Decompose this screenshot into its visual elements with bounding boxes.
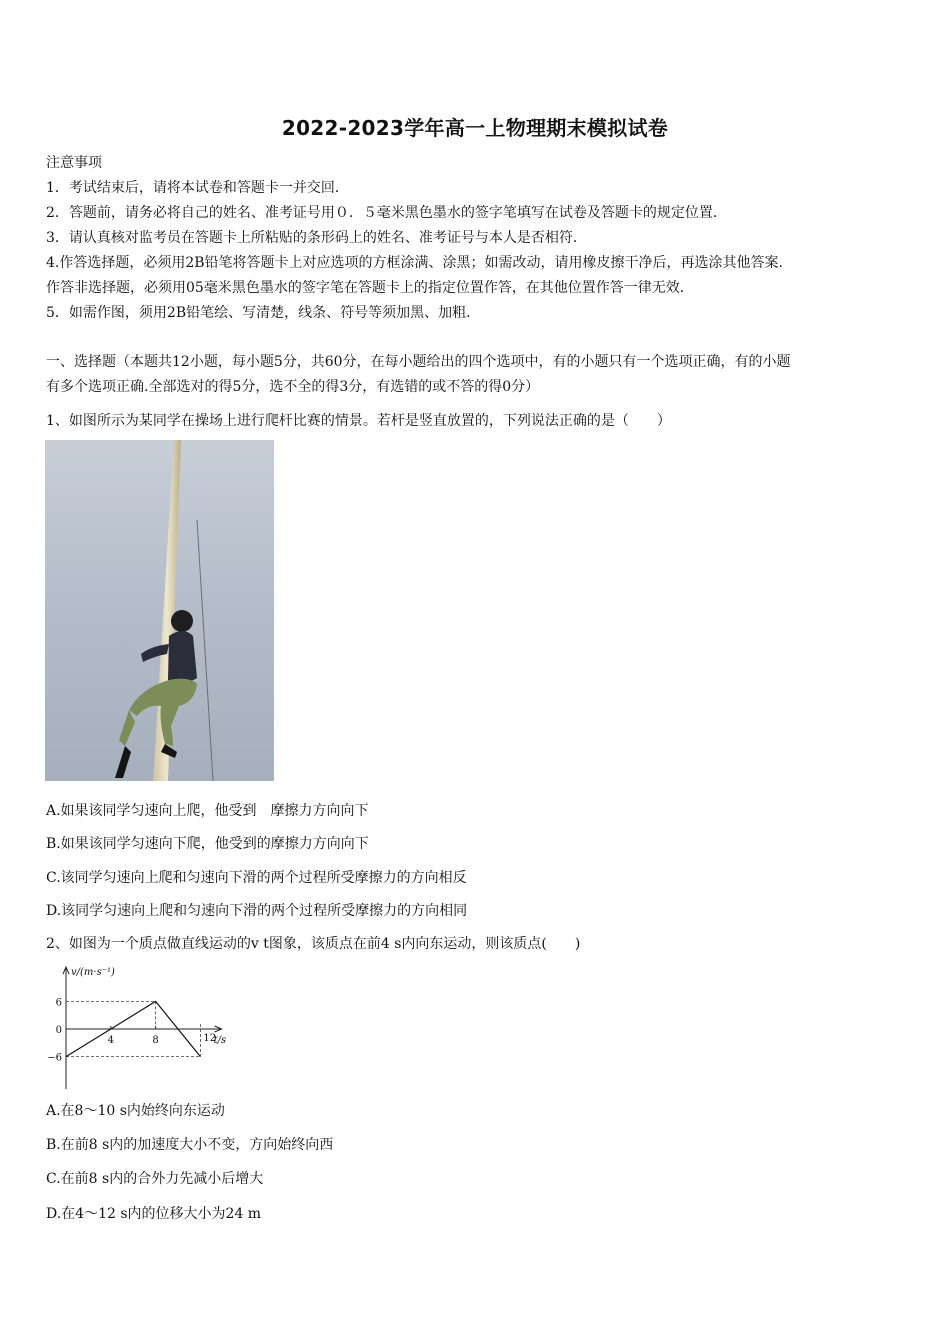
y-tick-label: 6: [55, 997, 62, 1009]
notice-item: 3．请认真核对监考员在答题卡上所粘贴的条形码上的姓名、准考证号与本人是否相符．: [46, 230, 587, 246]
option-b: B.如果该同学匀速向下爬，他受到的摩擦力方向向下: [46, 836, 369, 852]
x-tick-label: 12: [203, 1033, 217, 1044]
y-axis-label: v/(m·s⁻¹): [71, 967, 115, 978]
x-tick-label: 4: [107, 1035, 114, 1046]
question-2-stem: 2、如图为一个质点做直线运动的v t图象，该质点在前4 s内向东运动，则该质点( ): [46, 936, 581, 952]
section-instructions: 一、选择题（本题共12小题，每小题5分，共60分，在每小题给出的四个选项中，有的小题只有一个选项正确，有的小题: [46, 354, 791, 370]
y-tick-label: 0: [55, 1025, 62, 1036]
section-instructions: 有多个选项正确.全部选对的得5分，选不全的得3分，有选错的或不答的得0分）: [46, 379, 540, 395]
option-a: A.如果该同学匀速向上爬，他受到 摩擦力方向向下: [46, 803, 369, 819]
option-d: D.在4～12 s内的位移大小为24 m: [46, 1206, 262, 1222]
notice-item: 4.作答选择题，必须用2B铅笔将答题卡上对应选项的方框涂满、涂黑；如需改动，请用橡皮擦干净后，再选涂其他答案．: [46, 255, 793, 271]
x-axis-label: t/s: [213, 1035, 227, 1046]
y-tick-label: −6: [47, 1052, 62, 1064]
notice-item: 5．如需作图，须用2B铅笔绘、写清楚，线条、符号等须加黑、加粗．: [46, 305, 481, 321]
notice-item: 1．考试结束后，请将本试卷和答题卡一并交回．: [46, 180, 349, 196]
notice-item: 作答非选择题，必须用05毫米黑色墨水的签字笔在答题卡上的指定位置作答，在其他位置作答一律无效．: [46, 280, 694, 296]
question-1-stem: 1、如图所示为某同学在操场上进行爬杆比赛的情景。若杆是竖直放置的，下列说法正确的是（ ）: [46, 413, 671, 429]
option-b: B.在前8 s内的加速度大小不变，方向始终向西: [46, 1137, 334, 1153]
notice-heading: 注意事项: [46, 155, 102, 171]
pole-climbing-photo: [45, 440, 274, 781]
notice-item: 2．答题前，请务必将自己的姓名、准考证号用０．５毫米黑色墨水的签字笔填写在试卷及答题卡的规定位置．: [46, 205, 727, 221]
x-tick-label: 8: [152, 1035, 159, 1046]
option-d: D.该同学匀速向上爬和匀速向下滑的两个过程所受摩擦力的方向相同: [46, 903, 468, 919]
option-c: C.在前8 s内的合外力先减小后增大: [46, 1171, 264, 1187]
vt-graph: [40, 960, 250, 1090]
option-c: C.该同学匀速向上爬和匀速向下滑的两个过程所受摩擦力的方向相反: [46, 870, 467, 886]
page-title: 2022-2023学年高一上物理期末模拟试卷: [281, 116, 669, 140]
option-a: A.在8～10 s内始终向东运动: [46, 1103, 225, 1119]
